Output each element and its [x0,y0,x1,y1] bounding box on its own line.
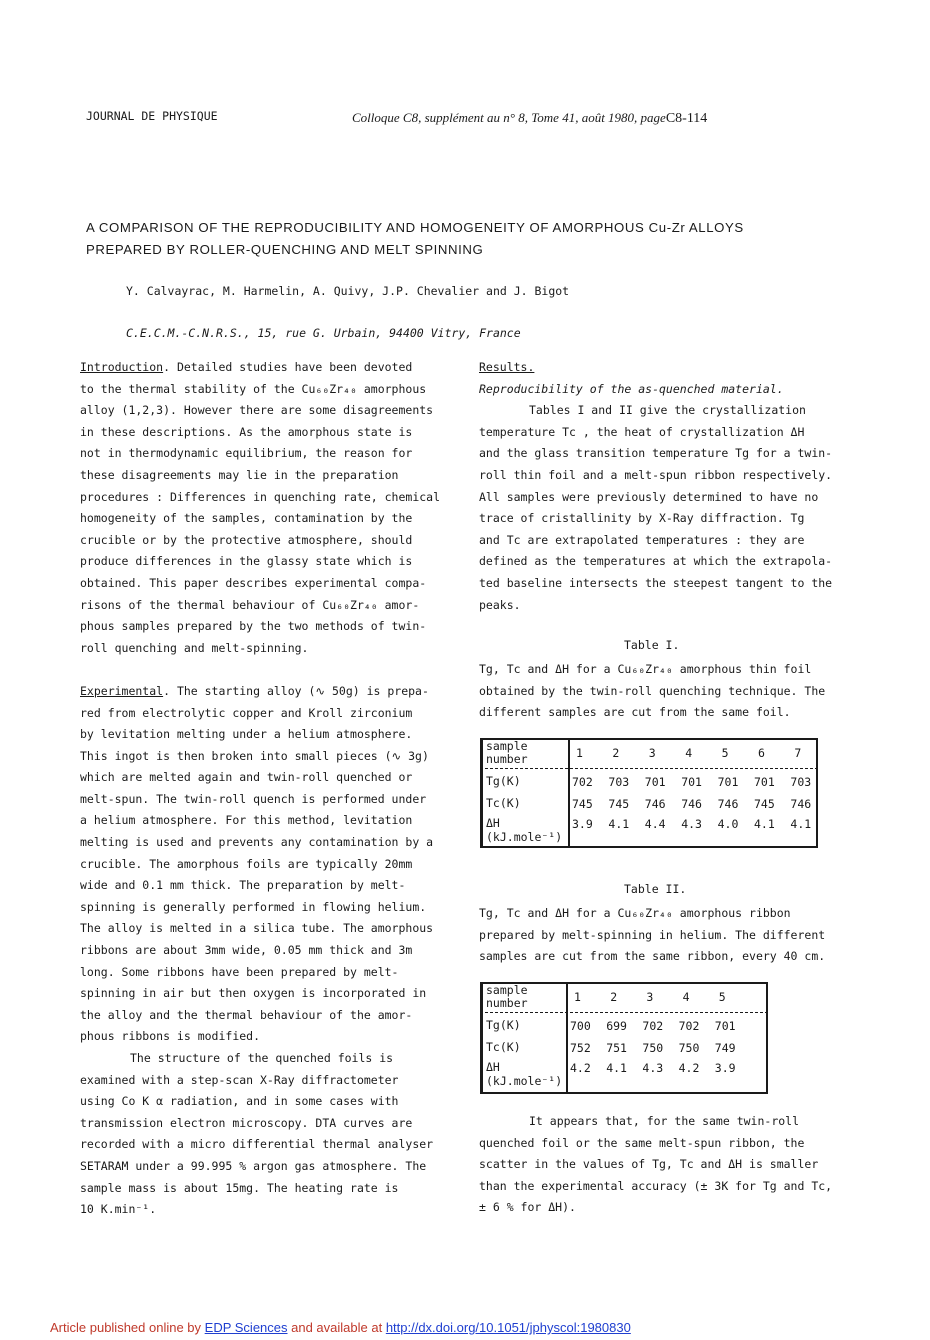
table2-header-divider [480,1012,768,1013]
table1-sample-number: 7 [794,746,802,760]
results-line: and the glass transition temperature Tg for a twin- [479,446,833,461]
table2-cell-value: 751 [606,1041,627,1055]
intro-line: alloy (1,2,3). However there are some disagreements [80,403,434,418]
experimental-section [80,681,470,1048]
table2-sample-number: 4 [682,990,690,1004]
table1-cell-value: 701 [717,775,739,789]
intro-heading: Introduction [80,360,164,374]
right-column [479,357,859,616]
results-line: peaks. [479,597,521,612]
structure-line: sample mass is about 15mg. The heating rate is [80,1180,399,1195]
table1-row-unit: (kJ.mole⁻¹) [486,830,563,844]
experimental-line: which are melted again and twin-roll quenched or [80,770,413,785]
table1-cell-value: 702 [572,775,593,789]
intro-line: roll quenching and melt-spinning. [80,640,309,655]
table1-cell-value: 703 [608,775,630,789]
table1-sample-number: 1 [576,746,583,760]
conclusion-paragraph [479,1111,859,1219]
table2-cell-value: 4.1 [606,1061,627,1075]
table2-cell-value: 750 [642,1041,664,1055]
table2-row-label: Tg(K) [486,1018,521,1032]
experimental-line: wide and 0.1 mm thick. The preparation by melt- [80,878,406,893]
table2-column-divider [566,982,568,1094]
table1-cell-value: 4.0 [717,817,739,831]
table2-header-label: sample [486,983,528,997]
structure-line: examined with a step-scan X-Ray diffractometer [80,1072,399,1087]
table2-cell-value: 702 [642,1019,664,1033]
experimental-text: . The starting alloy (∿ 50g) is prepa- [163,683,429,698]
table1-cell-value: 746 [717,797,739,811]
doi-link[interactable]: http://dx.doi.org/10.1051/jphyscol:1980830 [385,1320,631,1335]
results-line: trace of cristallinity by X-Ray diffraction. Tg [479,511,805,526]
authors: Y. Calvayrac, M. Harmelin, A. Quivy, J.P. Chevalier and J. Bigot [126,284,570,298]
intro-line: phous samples prepared by the two methods of twin- [80,619,427,634]
table1-cell-value: 4.4 [644,817,666,831]
conclusion-line: ± 6 % for ΔH). [479,1200,576,1215]
results-line: ted baseline intersects the steepest tangent to the [479,575,833,590]
table1 [480,738,818,848]
paper-title-line2: PREPARED BY ROLLER-QUENCHING AND MELT SPINNING [86,242,484,257]
table1-cell-value: 746 [644,797,666,811]
table2-caption: Table II. [624,882,687,896]
table2-sample-number: 1 [574,990,581,1004]
table1-column-divider [568,738,570,848]
table1-header-divider [480,768,818,769]
intro-text: . Detailed studies have been devoted [163,360,413,374]
table2-cell-value: 3.9 [714,1061,736,1075]
table2-cell-value: 4.2 [570,1061,591,1075]
table1-description-line: obtained by the twin-roll quenching technique. The [479,683,826,698]
table2-header-label: number [486,996,528,1010]
table1-row-label: Tg(K) [486,774,521,788]
table1-cell-value: 4.1 [608,817,630,831]
table1-cell-value: 4.1 [754,817,775,831]
table1-cell-value: 703 [790,775,812,789]
colloque-text: Colloque C8, supplément au n° 8, Tome 41, août 1980, page [352,110,666,125]
table2-cell-value: 701 [714,1019,736,1033]
experimental-line: spinning in air but then oxygen is incorporated in [80,986,427,1001]
table1-cell-value: 4.3 [681,817,702,831]
table1-cell-value: 745 [572,797,593,811]
conclusion-line: quenched foil or the same melt-spun ribbon, the [479,1135,805,1150]
results-paragraph [479,400,859,616]
table1-cell-value: 701 [644,775,666,789]
experimental-line: ribbons are about 3mm wide, 0.05 mm thick and 3m [80,943,413,958]
structure-line: transmission electron microscopy. DTA curves are [80,1115,413,1130]
table2 [480,982,768,1094]
introduction-section [80,357,470,659]
intro-line: produce differences in the glassy state which is [80,554,413,569]
intro-line: crucible or by the protective atmosphere, should [80,532,413,547]
table1-cell-value: 701 [754,775,775,789]
table1-header-label: sample [486,739,528,753]
table2-cell-value: 4.3 [642,1061,664,1075]
table2-cell-value: 699 [606,1019,627,1033]
table1-sample-number: 2 [612,746,620,760]
experimental-line: melt-spun. The twin-roll quench is performed under [80,791,427,806]
table1-cell-value: 4.1 [790,817,812,831]
experimental-heading: Experimental [80,683,164,698]
table2-description-line: samples are cut from the same ribbon, every 40 cm. [479,949,826,964]
results-line: defined as the temperatures at which the extrapola- [479,554,833,569]
table1-description-line: different samples are cut from the same foil. [479,705,791,720]
intro-line: in these descriptions. As the amorphous state is [80,424,413,439]
structure-line: The structure of the quenched foils is [130,1051,394,1065]
experimental-line: red from electrolytic copper and Kroll zirconium [80,705,413,720]
structure-line: SETARAM under a 99.995 % argon gas atmosphere. The [80,1158,427,1173]
intro-line: risons of the thermal behaviour of Cu₆₀Zr₄₀ amor- [80,597,420,612]
intro-line: to the thermal stability of the Cu₆₀Zr₄₀ amorphous [80,381,427,396]
table1-cell-value: 745 [754,797,775,811]
table1-sample-number: 3 [648,746,656,760]
conclusion-line: scatter in the values of Tg, Tc and ΔH is smaller [479,1157,819,1172]
table1-description [479,659,825,724]
table1-row-label: ΔH [486,816,500,830]
table2-description-line: Tg, Tc and ΔH for a Cu₆₀Zr₄₀ amorphous ribbon [479,906,791,920]
table2-sample-number: 2 [610,990,618,1004]
table1-row-label: Tc(K) [486,796,521,810]
table2-cell-value: 702 [678,1019,700,1033]
table2-cell-value: 700 [570,1019,591,1033]
intro-line: homogeneity of the samples, contamination by the [80,511,413,526]
intro-line [80,357,470,379]
experimental-line: crucible. The amorphous foils are typically 20mm [80,856,413,871]
table1-sample-number: 4 [685,746,693,760]
experimental-line: phous ribbons is modified. [80,1029,261,1044]
results-line: roll thin foil and a melt-spun ribbon respectively. [479,467,833,482]
intro-line: procedures : Differences in quenching rate, chemical [80,489,441,504]
intro-line: these disagreements may lie in the preparation [80,467,399,482]
experimental-line: the alloy and the thermal behaviour of the amor- [80,1007,413,1022]
table1-cell-value: 745 [608,797,630,811]
table2-sample-number: 3 [646,990,654,1004]
experimental-line: by levitation melting under a helium atmosphere. [80,727,413,742]
table1-cell-value: 746 [790,797,812,811]
table2-description [479,903,825,968]
experimental-line: melting is used and prevents any contamination by a [80,835,434,850]
results-line: temperature Tc , the heat of crystallization ΔH [479,424,805,439]
table2-row-label: Tc(K) [486,1040,521,1054]
footer-notice [50,1320,631,1335]
table2-sample-number: 5 [718,990,726,1004]
footer-prefix: Article published online by [50,1320,205,1335]
experimental-line: The alloy is melted in a silica tube. The amorphous [80,921,434,936]
paper-title-line1: A COMPARISON OF THE REPRODUCIBILITY AND HOMOGENEITY OF AMORPHOUS Cu-Zr ALLOYS [86,220,744,235]
results-heading: Results. [479,360,535,374]
footer-middle: and available at [287,1320,386,1335]
structure-line: 10 K.min⁻¹. [80,1202,157,1217]
table1-sample-number: 6 [758,746,765,760]
experimental-line [80,681,470,703]
experimental-line: This ingot is then broken into small pieces (∿ 3g) [80,748,429,763]
table2-cell-value: 4.2 [678,1061,700,1075]
table2-row-unit: (kJ.mole⁻¹) [486,1074,563,1088]
publisher-link[interactable]: EDP Sciences [204,1320,288,1335]
experimental-line: long. Some ribbons have been prepared by melt- [80,964,399,979]
table2-description-line: prepared by melt-spinning in helium. The different [479,927,826,942]
table2-cell-value: 750 [678,1041,700,1055]
left-column [80,357,470,1221]
intro-line: obtained. This paper describes experimental compa- [80,575,427,590]
table2-row-label: ΔH [486,1060,500,1074]
results-line: All samples were previously determined to have no [479,489,819,504]
table1-cell-value: 701 [681,775,702,789]
experimental-line: a helium atmosphere. For this method, levitation [80,813,413,828]
reproducibility-heading: Reproducibility of the as-quenched material. [479,381,784,396]
structure-line: using Co K α radiation, and in some cases with [80,1094,399,1109]
intro-line: not in thermodynamic equilibrium, the reason for [80,446,413,461]
experimental-line: spinning is generally performed in flowing helium. [80,899,427,914]
affiliation: C.E.C.M.-C.N.R.S., 15, rue G. Urbain, 94400 Vitry, France [126,326,521,340]
table2-cell-value: 749 [714,1041,736,1055]
structure-paragraph [80,1048,470,1221]
table2-cell-value: 752 [570,1041,591,1055]
table1-cell-value: 746 [681,797,702,811]
table1-caption: Table I. [624,638,680,652]
results-line: and Tc are extrapolated temperatures : they are [479,532,805,547]
table1-header-label: number [486,752,528,766]
conclusion-line: than the experimental accuracy (± 3K for Tg and Tc, [479,1178,833,1193]
page-number: C8-114 [665,111,708,126]
table1-cell-value: 3.9 [572,817,593,831]
table1-sample-number: 5 [721,746,729,760]
conclusion-line: It appears that, for the same twin-roll [529,1114,800,1128]
colloque-reference [352,110,707,127]
table1-description-line: Tg, Tc and ΔH for a Cu₆₀Zr₄₀ amorphous thin foil [479,662,812,676]
structure-line: recorded with a micro differential thermal analyser [80,1137,434,1152]
results-line: Tables I and II give the crystallization [529,403,806,418]
journal-name: JOURNAL DE PHYSIQUE [86,109,218,123]
